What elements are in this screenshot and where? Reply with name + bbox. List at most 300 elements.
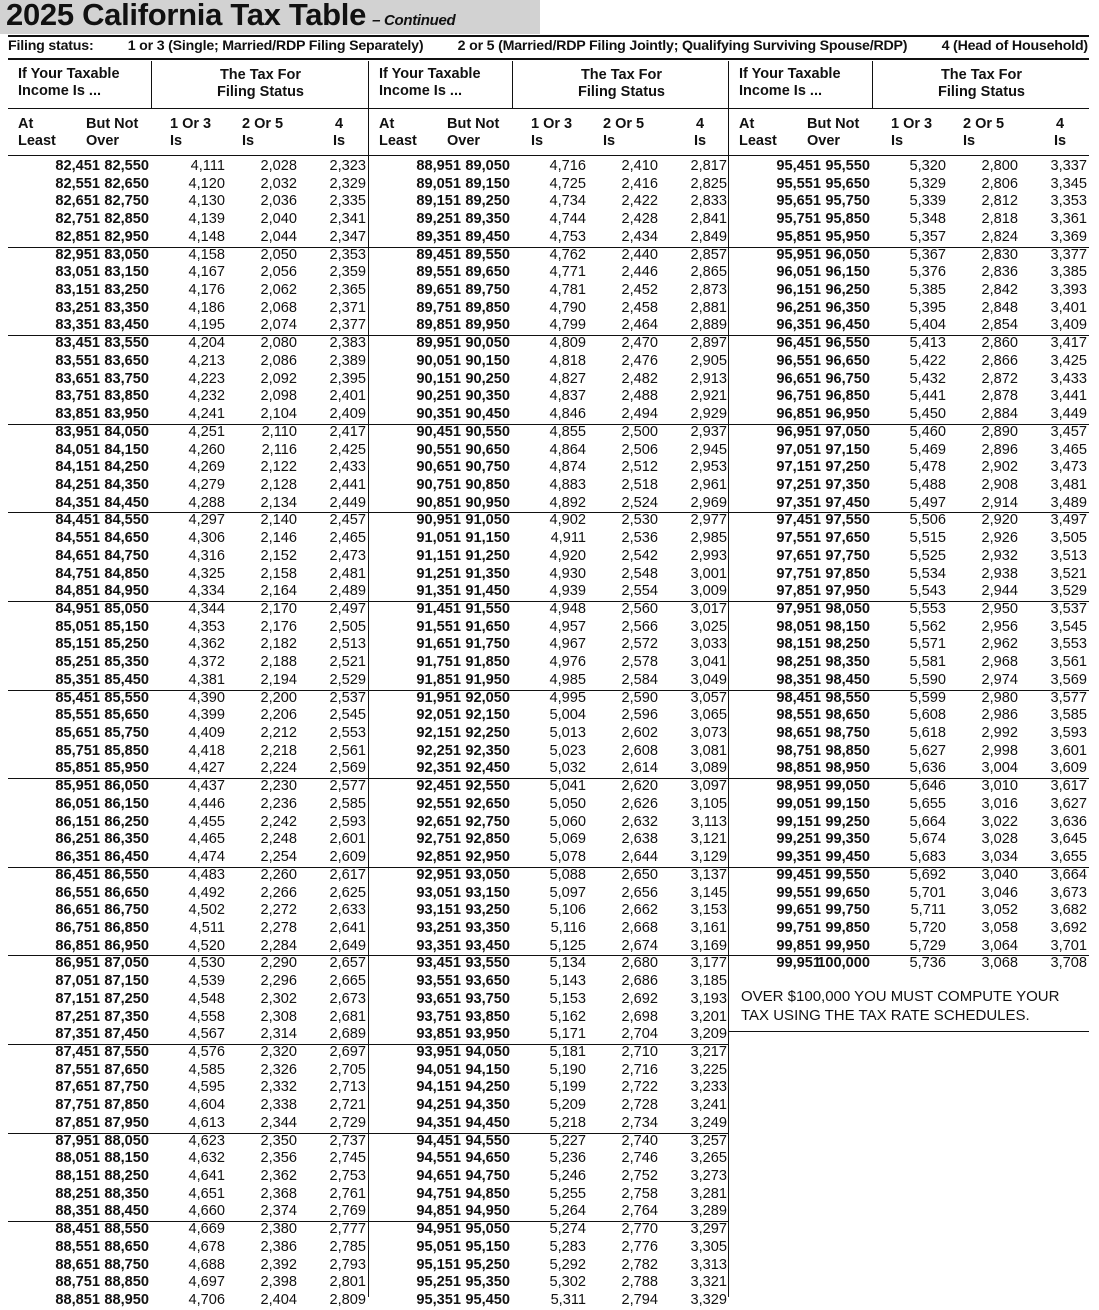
tax-2-5-cell: 2,218 xyxy=(260,742,297,759)
at-least-cell: 98,951 xyxy=(776,778,821,795)
but-not-over-cell: 85,750 xyxy=(104,725,149,742)
tax-4-cell: 3,433 xyxy=(1050,370,1087,387)
tax-1-3-cell: 4,120 xyxy=(188,175,225,192)
but-not-over-cell: 97,350 xyxy=(825,476,870,493)
at-least-cell: 93,051 xyxy=(416,884,461,901)
table-row xyxy=(729,371,1089,389)
group-1-s4-header xyxy=(330,116,348,150)
table-row xyxy=(729,548,1089,566)
tax-4-cell: 2,347 xyxy=(329,228,366,245)
table-row xyxy=(369,654,729,672)
tax-4-cell: 2,585 xyxy=(329,795,366,812)
tax-1-3-cell: 4,995 xyxy=(549,689,586,706)
but-not-over-cell: 94,550 xyxy=(465,1132,510,1149)
tax-2-5-cell: 2,614 xyxy=(621,760,658,777)
tax-2-5-cell: 2,314 xyxy=(260,1026,297,1043)
tax-2-5-cell: 2,040 xyxy=(260,211,297,228)
table-row xyxy=(369,211,729,229)
tax-4-cell: 3,585 xyxy=(1050,707,1087,724)
table-row xyxy=(8,1009,368,1027)
table-row xyxy=(369,831,729,849)
at-least-cell: 83,251 xyxy=(55,299,100,316)
but-not-over-cell: 87,250 xyxy=(104,990,149,1007)
table-row xyxy=(369,459,729,477)
tax-1-3-cell: 5,078 xyxy=(549,849,586,866)
at-least-cell: 93,251 xyxy=(416,919,461,936)
but-not-over-cell: 97,950 xyxy=(825,583,870,600)
tax-4-cell: 3,465 xyxy=(1050,441,1087,458)
but-not-over-cell: 87,150 xyxy=(104,973,149,990)
tax-4-cell: 3,273 xyxy=(690,1168,727,1185)
tax-2-5-cell: 2,362 xyxy=(260,1168,297,1185)
but-not-over-cell: 94,050 xyxy=(465,1044,510,1060)
tax-2-5-cell: 2,374 xyxy=(260,1203,297,1220)
but-not-over-cell: 97,750 xyxy=(825,547,870,564)
but-not-over-cell: 89,350 xyxy=(465,211,510,228)
group-1-bno-header xyxy=(86,116,138,150)
but-not-over-cell: 99,150 xyxy=(825,795,870,812)
tax-1-3-cell: 5,162 xyxy=(549,1008,586,1025)
but-not-over-cell: 98,450 xyxy=(825,671,870,688)
at-least-cell: 99,551 xyxy=(776,884,821,901)
but-not-over-cell: 88,550 xyxy=(104,1221,149,1238)
tax-1-3-cell: 5,023 xyxy=(549,742,586,759)
tax-1-3-cell: 5,283 xyxy=(549,1238,586,1255)
at-least-cell: 91,451 xyxy=(416,601,461,617)
but-not-over-cell: 90,050 xyxy=(465,335,510,352)
tax-4-cell: 2,625 xyxy=(329,884,366,901)
but-not-over-cell: 82,650 xyxy=(104,175,149,192)
table-row xyxy=(369,690,729,708)
table-row xyxy=(369,1168,729,1186)
tax-1-3-cell: 4,316 xyxy=(188,547,225,564)
at-least-cell: 99,651 xyxy=(776,902,821,919)
tax-4-cell: 3,345 xyxy=(1050,175,1087,192)
at-least-cell: 96,251 xyxy=(776,299,821,316)
tax-4-cell: 3,553 xyxy=(1050,636,1087,653)
table-row xyxy=(369,495,729,513)
tax-2-5-cell: 2,122 xyxy=(260,459,297,476)
at-least-cell: 91,351 xyxy=(416,583,461,600)
but-not-over-cell: 94,450 xyxy=(465,1114,510,1131)
but-not-over-cell: 87,750 xyxy=(104,1079,149,1096)
tax-4-cell: 2,673 xyxy=(329,990,366,1007)
tax-1-3-cell: 5,302 xyxy=(549,1274,586,1291)
at-least-cell: 85,551 xyxy=(55,707,100,724)
but-not-over-cell: 97,450 xyxy=(825,494,870,511)
tax-1-3-cell: 4,744 xyxy=(549,211,586,228)
tax-2-5-cell: 2,212 xyxy=(260,725,297,742)
tax-1-3-cell: 4,325 xyxy=(188,565,225,582)
but-not-over-cell: 99,750 xyxy=(825,902,870,919)
tax-2-5-cell: 2,752 xyxy=(621,1168,658,1185)
table-row xyxy=(8,566,368,584)
tax-2-5-cell: 2,290 xyxy=(260,955,297,972)
tax-4-cell: 3,145 xyxy=(690,884,727,901)
tax-2-5-cell: 2,542 xyxy=(621,547,658,564)
tax-4-cell: 2,417 xyxy=(329,423,366,440)
tax-2-5-cell: 2,146 xyxy=(260,530,297,547)
but-not-over-cell: 95,450 xyxy=(465,1292,510,1309)
at-least-cell: 85,251 xyxy=(55,654,100,671)
but-not-over-cell: 87,850 xyxy=(104,1097,149,1114)
tax-2-5-cell: 2,140 xyxy=(260,512,297,529)
group-1-at-header xyxy=(18,116,56,150)
but-not-over-cell: 85,850 xyxy=(104,742,149,759)
at-least-cell: 85,051 xyxy=(55,618,100,635)
at-least-cell: 82,751 xyxy=(55,211,100,228)
tax-4-cell: 2,513 xyxy=(329,636,366,653)
tax-1-3-cell: 5,116 xyxy=(550,919,586,936)
tax-1-3-cell: 5,088 xyxy=(549,866,586,883)
table-row xyxy=(369,1062,729,1080)
tax-1-3-cell: 4,669 xyxy=(188,1221,225,1238)
but-not-over-cell: 90,450 xyxy=(465,406,510,423)
tax-4-cell: 2,433 xyxy=(329,459,366,476)
tax-1-3-cell: 5,385 xyxy=(909,282,946,299)
but-not-over-cell: 97,150 xyxy=(825,441,870,458)
but-not-over-cell: 92,250 xyxy=(465,725,510,742)
table-row xyxy=(369,264,729,282)
at-least-cell: 82,451 xyxy=(55,158,100,174)
but-not-over-cell: 91,750 xyxy=(465,636,510,653)
at-least-cell: 84,951 xyxy=(55,601,100,617)
tax-1-3-cell: 5,181 xyxy=(549,1044,586,1060)
at-least-cell: 94,351 xyxy=(416,1114,461,1131)
tax-4-cell: 3,113 xyxy=(691,813,727,830)
header-rule-bottom xyxy=(8,155,1089,156)
tax-4-cell: 3,361 xyxy=(1050,211,1087,228)
but-not-over-cell: 95,650 xyxy=(825,175,870,192)
tax-1-3-cell: 4,362 xyxy=(188,636,225,653)
tax-2-5-cell: 2,596 xyxy=(621,707,658,724)
tax-2-5-cell: 2,776 xyxy=(621,1238,658,1255)
table-row xyxy=(369,636,729,654)
tax-2-5-cell: 2,164 xyxy=(260,583,297,600)
table-row xyxy=(8,1292,368,1310)
tax-1-3-cell: 5,153 xyxy=(549,990,586,1007)
tax-1-3-cell: 4,381 xyxy=(188,671,225,688)
tax-2-5-cell: 2,380 xyxy=(260,1221,297,1238)
tax-1-3-cell: 5,692 xyxy=(909,866,946,883)
at-least-cell: 92,551 xyxy=(416,795,461,812)
table-row xyxy=(369,743,729,761)
tax-2-5-cell: 2,062 xyxy=(260,282,297,299)
tax-1-3-cell: 5,571 xyxy=(909,636,946,653)
tax-1-3-cell: 4,465 xyxy=(188,831,225,848)
at-least-cell: 92,251 xyxy=(416,742,461,759)
group-1-s13-line2: Is xyxy=(170,133,183,149)
tax-2-5-cell: 2,560 xyxy=(621,601,658,617)
tax-4-cell: 3,664 xyxy=(1050,866,1087,883)
tax-1-3-cell: 4,948 xyxy=(549,601,586,617)
tax-4-cell: 3,627 xyxy=(1050,795,1087,812)
tax-1-3-cell: 4,716 xyxy=(549,158,586,174)
at-least-cell: 97,151 xyxy=(776,459,821,476)
tax-4-cell: 3,569 xyxy=(1050,671,1087,688)
group-2-at-line1: At xyxy=(379,116,395,132)
but-not-over-cell: 82,550 xyxy=(104,158,149,174)
but-not-over-cell: 89,150 xyxy=(465,175,510,192)
tax-1-3-cell: 4,455 xyxy=(188,813,225,830)
but-not-over-cell: 88,450 xyxy=(104,1203,149,1220)
table-row xyxy=(729,158,1089,176)
tax-1-3-cell: 4,232 xyxy=(188,388,225,405)
tax-2-5-cell: 2,644 xyxy=(621,849,658,866)
at-least-cell: 92,451 xyxy=(416,778,461,795)
tax-4-cell: 3,129 xyxy=(690,849,727,866)
tax-1-3-cell: 4,725 xyxy=(549,175,586,192)
table-row xyxy=(8,247,368,265)
tax-4-cell: 3,041 xyxy=(690,654,727,671)
tax-4-cell: 3,369 xyxy=(1050,228,1087,245)
but-not-over-cell: 92,450 xyxy=(465,760,510,777)
table-row xyxy=(8,849,368,867)
at-least-cell: 82,851 xyxy=(55,228,100,245)
tax-1-3-cell: 4,241 xyxy=(188,406,225,423)
tax-2-5-cell: 2,296 xyxy=(260,973,297,990)
tax-2-5-cell: 2,104 xyxy=(260,406,297,423)
but-not-over-cell: 85,150 xyxy=(104,618,149,635)
at-least-cell: 90,251 xyxy=(416,388,461,405)
table-row xyxy=(369,920,729,938)
filing-status-1-3: 1 or 3 (Single; Married/RDP Filing Separately) xyxy=(127,38,424,54)
at-least-cell: 96,151 xyxy=(776,282,821,299)
tax-2-5-cell: 2,854 xyxy=(981,317,1018,334)
tax-4-cell: 2,371 xyxy=(329,299,366,316)
table-row xyxy=(8,406,368,424)
but-not-over-cell: 85,050 xyxy=(104,601,149,617)
at-least-cell: 96,051 xyxy=(776,264,821,281)
tax-2-5-cell: 2,962 xyxy=(981,636,1018,653)
tax-4-cell: 2,329 xyxy=(329,175,366,192)
tax-2-5-cell: 2,488 xyxy=(621,388,658,405)
but-not-over-cell: 96,550 xyxy=(825,335,870,352)
table-row xyxy=(369,282,729,300)
tax-4-cell: 2,689 xyxy=(329,1026,366,1043)
group-1-income-header xyxy=(18,66,120,100)
but-not-over-cell: 84,950 xyxy=(104,583,149,600)
tax-2-5-cell: 2,350 xyxy=(260,1132,297,1149)
tax-4-cell: 3,241 xyxy=(690,1097,727,1114)
tax-4-cell: 2,481 xyxy=(329,565,366,582)
at-least-cell: 86,451 xyxy=(55,866,100,883)
table-row xyxy=(8,1257,368,1275)
but-not-over-cell: 91,450 xyxy=(465,583,510,600)
table-row xyxy=(8,601,368,619)
tax-2-5-cell: 2,578 xyxy=(621,654,658,671)
tax-2-5-cell: 2,242 xyxy=(260,813,297,830)
tax-1-3-cell: 5,209 xyxy=(549,1097,586,1114)
table-row xyxy=(8,158,368,176)
tax-4-cell: 3,209 xyxy=(690,1026,727,1043)
but-not-over-cell: 95,750 xyxy=(825,193,870,210)
at-least-cell: 86,751 xyxy=(55,919,100,936)
but-not-over-cell: 83,750 xyxy=(104,370,149,387)
but-not-over-cell: 99,850 xyxy=(825,919,870,936)
at-least-cell: 85,151 xyxy=(55,636,100,653)
tax-4-cell: 2,793 xyxy=(329,1256,366,1273)
tax-1-3-cell: 4,920 xyxy=(549,547,586,564)
tax-4-cell: 2,697 xyxy=(329,1044,366,1060)
but-not-over-cell: 93,050 xyxy=(465,866,510,883)
tax-2-5-cell: 3,046 xyxy=(981,884,1018,901)
title-text: 2025 California Tax Table xyxy=(6,0,367,32)
tax-2-5-cell: 2,788 xyxy=(621,1274,658,1291)
table-row xyxy=(729,920,1089,938)
group-3-s13-line1: 1 Or 3 xyxy=(891,116,933,132)
at-least-cell: 88,151 xyxy=(55,1168,100,1185)
tax-2-5-cell: 2,284 xyxy=(260,937,297,954)
tax-4-cell: 3,073 xyxy=(690,725,727,742)
group-1-s4-line2: Is xyxy=(332,133,346,149)
tax-2-5-cell: 2,434 xyxy=(621,228,658,245)
at-least-cell: 95,751 xyxy=(776,211,821,228)
but-not-over-cell: 95,950 xyxy=(825,228,870,245)
but-not-over-cell: 96,950 xyxy=(825,406,870,423)
table-row xyxy=(369,530,729,548)
at-least-cell: 96,951 xyxy=(776,423,821,440)
table-row xyxy=(729,725,1089,743)
group-3-income-line1: If Your Taxable xyxy=(739,66,841,82)
tax-4-cell: 3,305 xyxy=(690,1238,727,1255)
at-least-cell: 95,351 xyxy=(416,1292,461,1309)
tax-2-5-cell: 2,344 xyxy=(260,1114,297,1131)
tax-2-5-cell: 2,272 xyxy=(260,902,297,919)
but-not-over-cell: 87,350 xyxy=(104,1008,149,1025)
but-not-over-cell: 83,450 xyxy=(104,317,149,334)
table-row xyxy=(369,317,729,335)
table-row xyxy=(369,619,729,637)
at-least-cell: 89,951 xyxy=(416,335,461,352)
tax-2-5-cell: 2,404 xyxy=(260,1292,297,1309)
tax-1-3-cell: 5,608 xyxy=(909,707,946,724)
tax-1-3-cell: 4,632 xyxy=(188,1150,225,1167)
group-2-s4-line2: Is xyxy=(693,133,707,149)
table-row xyxy=(369,1097,729,1115)
tax-4-cell: 2,389 xyxy=(329,352,366,369)
at-least-cell: 88,951 xyxy=(416,158,461,174)
tax-1-3-cell: 4,111 xyxy=(190,158,225,174)
tax-1-3-cell: 5,646 xyxy=(909,778,946,795)
at-least-cell: 91,551 xyxy=(416,618,461,635)
tax-1-3-cell: 5,422 xyxy=(909,352,946,369)
at-least-cell: 87,551 xyxy=(55,1061,100,1078)
at-least-cell: 90,351 xyxy=(416,406,461,423)
tax-4-cell: 3,682 xyxy=(1050,902,1087,919)
tax-1-3-cell: 5,711 xyxy=(910,902,946,919)
tax-1-3-cell: 5,655 xyxy=(909,795,946,812)
tax-1-3-cell: 4,176 xyxy=(188,282,225,299)
tax-2-5-cell: 2,704 xyxy=(621,1026,658,1043)
at-least-cell: 94,951 xyxy=(416,1221,461,1238)
tax-2-5-cell: 2,758 xyxy=(621,1185,658,1202)
table-row xyxy=(729,335,1089,353)
tax-4-cell: 3,185 xyxy=(690,973,727,990)
tax-2-5-cell: 2,890 xyxy=(981,423,1018,440)
but-not-over-cell: 100,000 xyxy=(817,955,870,972)
header-rule-mid xyxy=(8,108,1089,109)
table-row xyxy=(729,247,1089,265)
tax-2-5-cell: 2,722 xyxy=(621,1079,658,1096)
tax-4-cell: 2,409 xyxy=(329,406,366,423)
but-not-over-cell: 87,950 xyxy=(104,1114,149,1131)
tax-2-5-cell: 2,080 xyxy=(260,335,297,352)
table-row xyxy=(729,867,1089,885)
tax-2-5-cell: 3,016 xyxy=(981,795,1018,812)
table-row xyxy=(8,300,368,318)
but-not-over-cell: 94,150 xyxy=(465,1061,510,1078)
tax-4-cell: 2,873 xyxy=(690,282,727,299)
table-row xyxy=(369,512,729,530)
tax-4-cell: 2,401 xyxy=(329,388,366,405)
table-row xyxy=(8,1062,368,1080)
tax-1-3-cell: 5,664 xyxy=(909,813,946,830)
but-not-over-cell: 93,750 xyxy=(465,990,510,1007)
tax-1-3-cell: 5,246 xyxy=(549,1168,586,1185)
at-least-cell: 97,651 xyxy=(776,547,821,564)
tax-4-cell: 2,505 xyxy=(329,618,366,635)
but-not-over-cell: 86,850 xyxy=(104,919,149,936)
but-not-over-cell: 95,350 xyxy=(465,1274,510,1291)
but-not-over-cell: 84,450 xyxy=(104,494,149,511)
tax-1-3-cell: 4,195 xyxy=(188,317,225,334)
at-least-cell: 84,651 xyxy=(55,547,100,564)
table-row xyxy=(8,459,368,477)
tax-2-5-cell: 2,458 xyxy=(621,299,658,316)
but-not-over-cell: 85,450 xyxy=(104,671,149,688)
at-least-cell: 85,451 xyxy=(55,689,100,706)
but-not-over-cell: 82,850 xyxy=(104,211,149,228)
tax-4-cell: 3,057 xyxy=(690,689,727,706)
tax-4-cell: 3,645 xyxy=(1050,831,1087,848)
tax-1-3-cell: 4,158 xyxy=(188,246,225,263)
at-least-cell: 94,451 xyxy=(416,1132,461,1149)
tax-2-5-cell: 2,728 xyxy=(621,1097,658,1114)
tax-1-3-cell: 4,148 xyxy=(188,228,225,245)
tax-2-5-cell: 2,566 xyxy=(621,618,658,635)
tax-4-cell: 3,385 xyxy=(1050,264,1087,281)
tax-2-5-cell: 2,494 xyxy=(621,406,658,423)
tax-2-5-cell: 3,034 xyxy=(981,849,1018,866)
tax-2-5-cell: 2,506 xyxy=(621,441,658,458)
tax-4-cell: 2,713 xyxy=(329,1079,366,1096)
group-2-income-line2: Income Is ... xyxy=(379,83,462,99)
tax-1-3-cell: 5,720 xyxy=(909,919,946,936)
tax-4-cell: 3,297 xyxy=(690,1221,727,1238)
group-2-at-header xyxy=(379,116,417,150)
tax-4-cell: 2,929 xyxy=(690,406,727,423)
at-least-cell: 99,451 xyxy=(776,866,821,883)
table-row xyxy=(369,885,729,903)
tax-2-5-cell: 2,152 xyxy=(260,547,297,564)
tax-2-5-cell: 2,554 xyxy=(621,583,658,600)
table-row xyxy=(369,548,729,566)
at-least-cell: 98,651 xyxy=(776,725,821,742)
at-least-cell: 84,851 xyxy=(55,583,100,600)
but-not-over-cell: 94,350 xyxy=(465,1097,510,1114)
but-not-over-cell: 84,850 xyxy=(104,565,149,582)
table-row xyxy=(8,955,368,973)
table-row xyxy=(8,442,368,460)
tax-1-3-cell: 5,367 xyxy=(909,246,946,263)
at-least-cell: 98,051 xyxy=(776,618,821,635)
table-row xyxy=(729,955,1089,973)
table-row xyxy=(729,229,1089,247)
but-not-over-cell: 98,150 xyxy=(825,618,870,635)
tax-1-3-cell: 5,134 xyxy=(549,955,586,972)
tax-4-cell: 2,617 xyxy=(329,866,366,883)
